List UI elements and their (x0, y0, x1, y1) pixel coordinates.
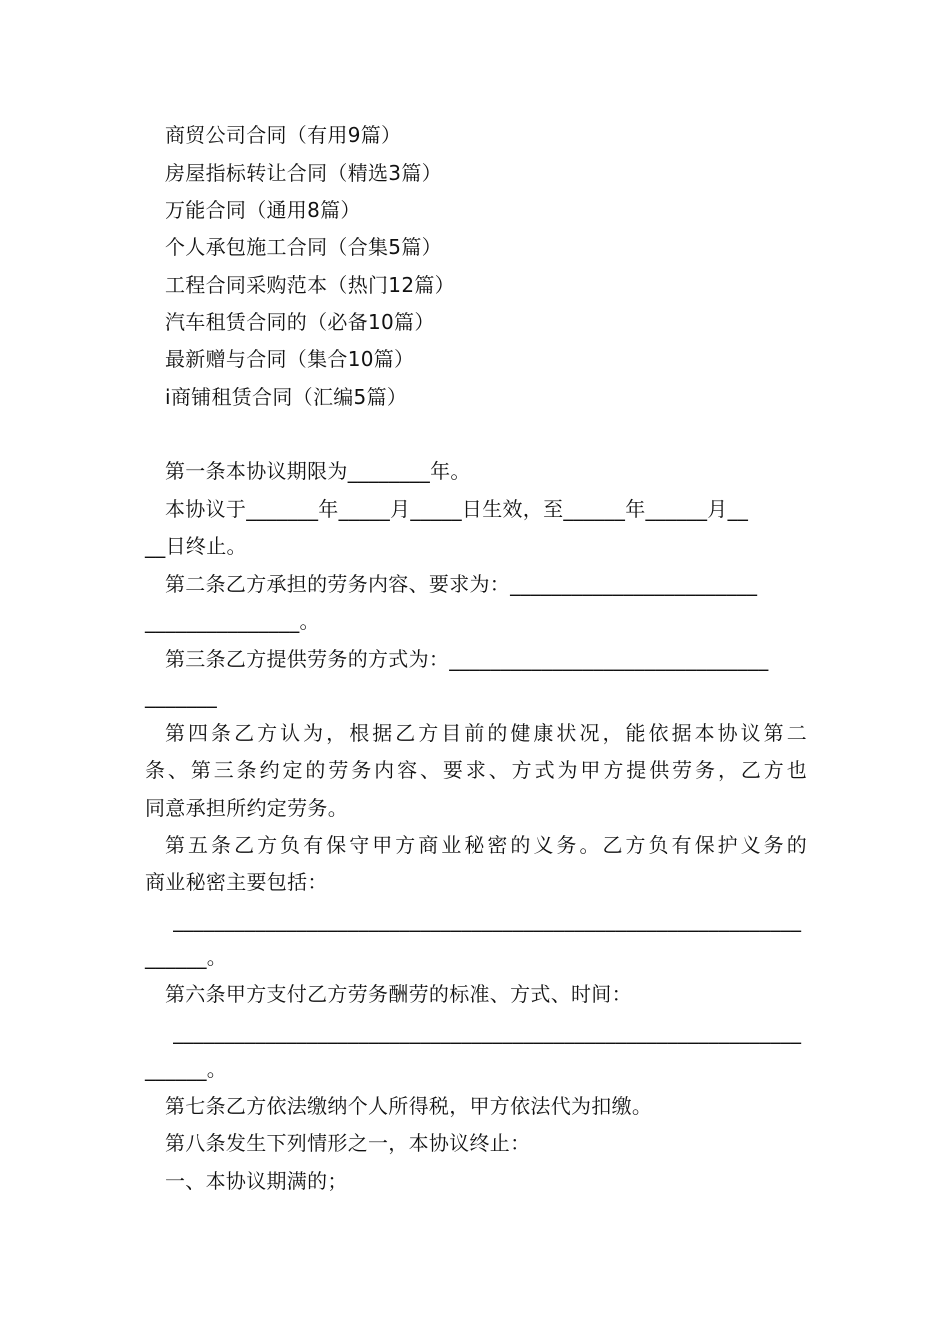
clause-5-blank: _____________________________________________________________ (173, 908, 802, 932)
related-article-link[interactable]: 最新赠与合同（集合10篇） (165, 347, 415, 371)
clause-4-health: 第四条乙方认为，根据乙方目前的健康状况，能依据本协议第二 (165, 721, 807, 745)
clause-5-confidentiality-cont: 商业秘密主要包括： (145, 870, 328, 894)
related-article-link[interactable]: 工程合同采购范本（热门12篇） (165, 273, 455, 297)
clause-7-tax: 第七条乙方依法缴纳个人所得税，甲方依法代为扣缴。 (165, 1094, 653, 1118)
related-article-link[interactable]: 商贸公司合同（有用9篇） (165, 123, 402, 147)
clause-5-blank-end: ______。 (145, 945, 228, 969)
clause-1-term: 第一条本协议期限为________年。 (165, 459, 471, 483)
clause-1-effective-dates: 本协议于_______年_____月_____日生效，至______年______月__ (165, 497, 749, 521)
related-article-link[interactable]: i商铺租赁合同（汇编5篇） (165, 385, 408, 409)
clause-6-blank: _____________________________________________________________ (173, 1020, 802, 1044)
clause-8-termination: 第八条发生下列情形之一，本协议终止： (165, 1131, 531, 1155)
clause-2-service-content-cont: _______________。 (145, 609, 320, 633)
related-article-link[interactable]: 个人承包施工合同（合集5篇） (165, 235, 442, 259)
related-article-link[interactable]: 万能合同（通用8篇） (165, 198, 361, 222)
clause-2-service-content: 第二条乙方承担的劳务内容、要求为：________________________ (165, 572, 758, 596)
clause-4-health-cont: 条、第三条约定的劳务内容、要求、方式为甲方提供劳务，乙方也 (145, 758, 807, 782)
clause-3-service-method-cont: _______ (145, 684, 218, 708)
clause-6-blank-end: ______。 (145, 1057, 228, 1081)
clause-1-effective-dates-cont: __日终止。 (145, 534, 247, 558)
clause-5-confidentiality: 第五条乙方负有保守甲方商业秘密的义务。乙方负有保护义务的 (165, 833, 807, 857)
related-article-link[interactable]: 汽车租赁合同的（必备10篇） (165, 310, 435, 334)
related-article-link[interactable]: 房屋指标转让合同（精选3篇） (165, 161, 442, 185)
clause-4-health-end: 同意承担所约定劳务。 (145, 796, 348, 820)
clause-8-item-1: 一、本协议期满的； (165, 1169, 348, 1193)
clause-3-service-method: 第三条乙方提供劳务的方式为：_______________________________ (165, 647, 769, 671)
clause-6-payment: 第六条甲方支付乙方劳务酬劳的标准、方式、时间： (165, 982, 632, 1006)
